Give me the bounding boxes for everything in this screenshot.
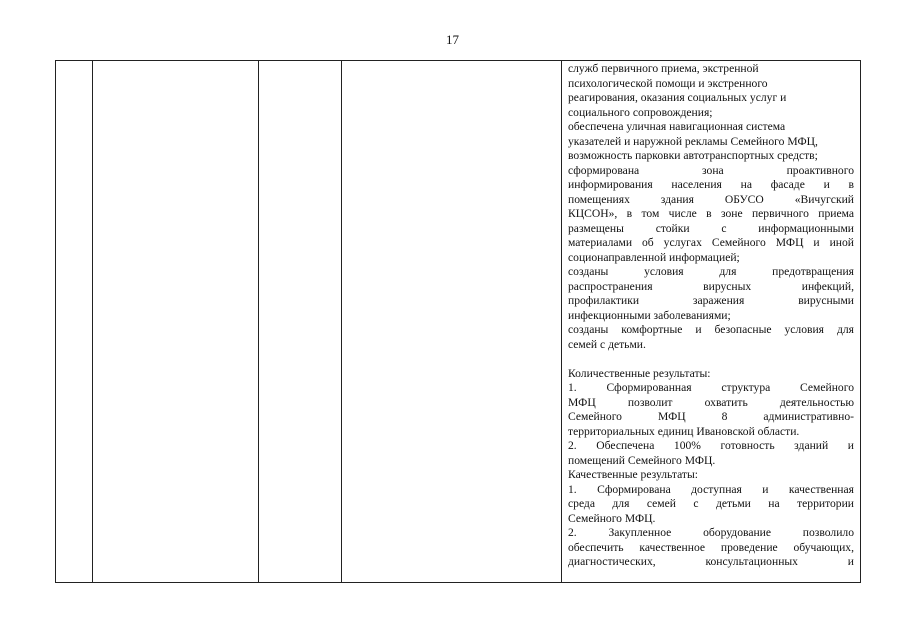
- table-cell-results: [562, 61, 861, 583]
- text-line: 2. Закупленное оборудование позволило: [568, 526, 854, 539]
- text-line: 1. Сформирована доступная и качественная: [568, 482, 854, 496]
- text-line: сформирована зона проактивного: [568, 163, 854, 177]
- text-line: информирования населения на фасаде и в: [568, 178, 854, 191]
- text-line: МФЦ позволит охватить деятельностью: [568, 395, 854, 409]
- text-line: 2. Обеспечена 100% готовность зданий и: [568, 439, 854, 452]
- text-line: среда для семей с детьми на территории: [568, 497, 854, 510]
- text-line: КЦСОН», в том числе в зоне первичного приема: [568, 207, 854, 220]
- table-cell-4: [342, 61, 562, 583]
- document-table: [55, 60, 861, 583]
- text-line: Количественные результаты:: [568, 366, 711, 380]
- text-line: социального сопровождения;: [568, 105, 713, 119]
- text-line: семей с детьми.: [568, 337, 646, 351]
- text-line: созданы комфортные и безопасные условия для: [568, 323, 854, 336]
- text-line: указателей и наружной рекламы Семейного МФЦ,: [568, 134, 818, 148]
- text-line: распространения вирусных инфекций,: [568, 279, 854, 293]
- text-line: созданы условия для предотвращения: [568, 265, 854, 278]
- results-text: [562, 61, 860, 582]
- text-line: территориальных единиц Ивановской области.: [568, 424, 800, 438]
- text-line: профилактики заражения вирусными: [568, 294, 854, 307]
- text-line: помещений Семейного МФЦ.: [568, 453, 716, 467]
- text-line: инфекционными заболеваниями;: [568, 308, 731, 322]
- text-line: материалами об услугах Семейного МФЦ и иной: [568, 236, 854, 249]
- text-line: возможность парковки автотранспортных средств;: [568, 149, 818, 162]
- text-line: диагностических, консультационных и: [568, 555, 854, 568]
- text-line: служб первичного приема, экстренной: [568, 62, 759, 75]
- text-line: помещениях здания ОБУСО «Вичугский: [568, 192, 854, 206]
- text-line: размещены стойки с информационными: [568, 221, 854, 235]
- text-line: психологической помощи и экстренного: [568, 76, 768, 90]
- page-number: 17: [446, 32, 459, 47]
- text-line: Качественные результаты:: [568, 468, 699, 481]
- text-line: Семейного МФЦ.: [568, 511, 656, 525]
- table-cell-2: [93, 61, 259, 583]
- text-line: обеспечена уличная навигационная система: [568, 120, 786, 133]
- table-row: [56, 61, 861, 583]
- text-line: соционаправленной информацией;: [568, 250, 740, 264]
- text-line: реагирования, оказания социальных услуг и: [568, 91, 787, 104]
- blank-line: [568, 352, 854, 367]
- text-line: обеспечить качественное проведение обучающих,: [568, 540, 854, 554]
- text-line: 1. Сформированная структура Семейного: [568, 381, 854, 394]
- table-cell-1: [56, 61, 93, 583]
- table-cell-3: [259, 61, 342, 583]
- text-line: Семейного МФЦ 8 административно-: [568, 410, 854, 423]
